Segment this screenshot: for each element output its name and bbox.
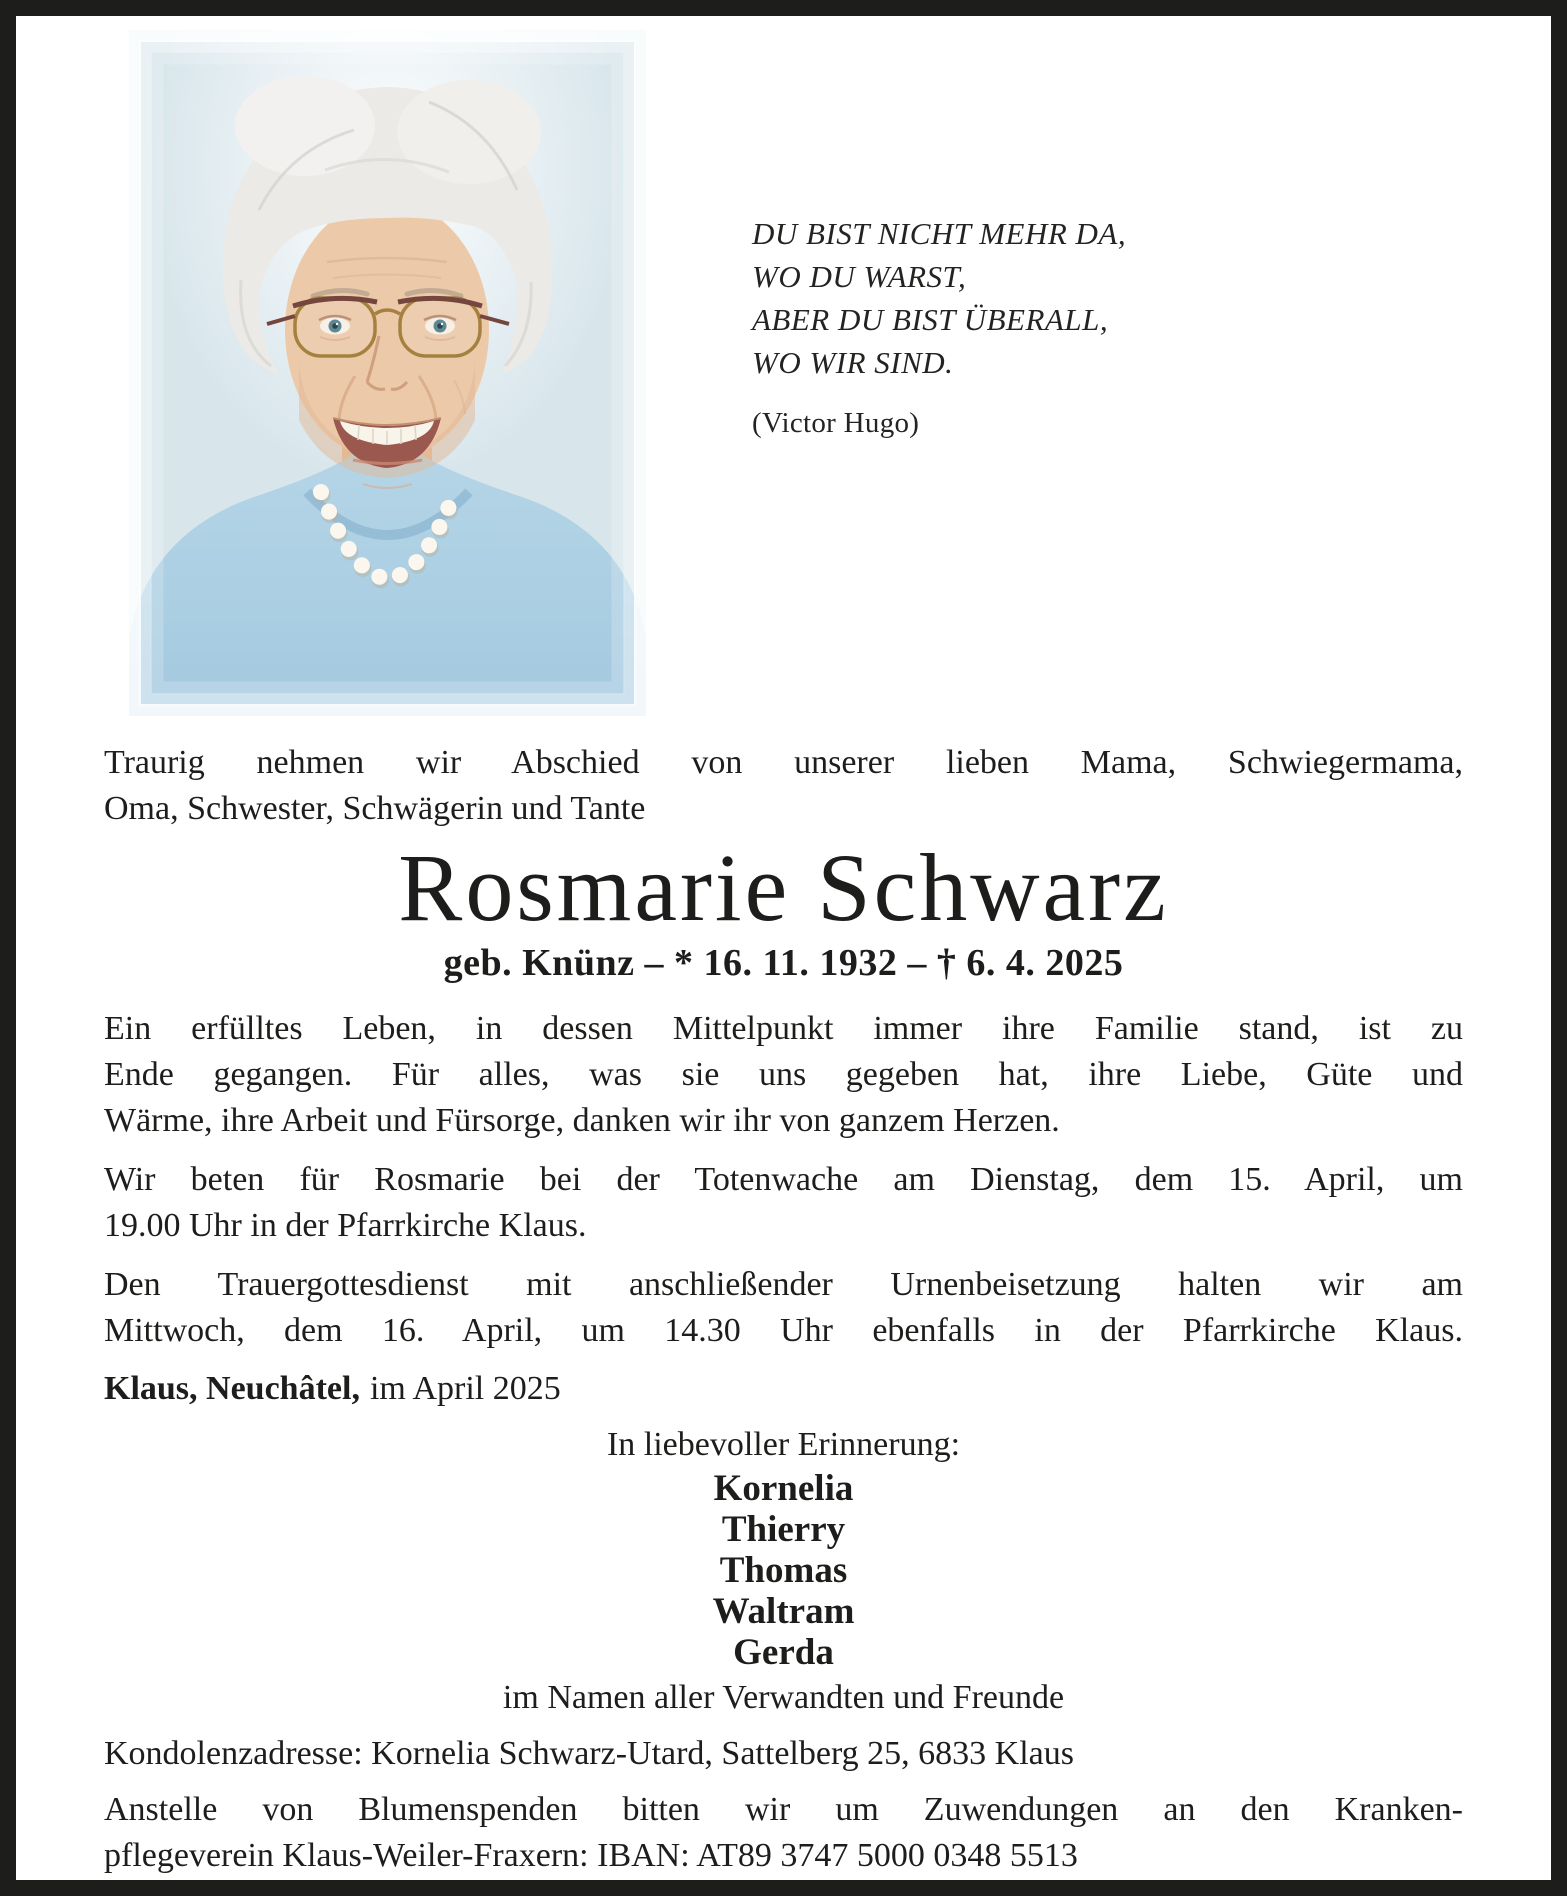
intro-paragraph — [104, 740, 1463, 832]
paragraph-line: Ende gegangen. Für alles, was sie uns gegeben hat, ihre Liebe, Güte und — [104, 1056, 1463, 1093]
place-date-regular: im April 2025 — [369, 1370, 561, 1407]
mourner-name: Gerda — [733, 1632, 834, 1673]
paragraph-line: Ein erfülltes Leben, in dessen Mittelpunkt immer ihre Familie stand, ist zu — [104, 1010, 1463, 1047]
paragraph-line: Wärme, ihre Arbeit und Fürsorge, danken wir ihr von ganzem Herzen. — [104, 1102, 1060, 1139]
paragraph-line: Wir beten für Rosmarie bei der Totenwache am Dienstag, dem 15. April, um — [104, 1161, 1463, 1198]
place-and-date — [104, 1366, 1463, 1412]
mourner-name: Thomas — [719, 1550, 848, 1591]
portrait-photo — [129, 30, 646, 716]
portrait-illustration — [129, 30, 646, 716]
memorial-section — [104, 1422, 1463, 1721]
quote-line: ABER DU BIST ÜBERALL, — [752, 302, 1109, 337]
birth-death-dates: geb. Knünz – * 16. 11. 1932 – † 6. 4. 2025 — [443, 942, 1124, 984]
top-section — [104, 16, 1463, 716]
deceased-name: Rosmarie Schwarz — [398, 834, 1169, 941]
memorial-quote — [752, 16, 1126, 445]
paragraph-line: 19.00 Uhr in der Pfarrkirche Klaus. — [104, 1207, 587, 1244]
donation-paragraph — [104, 1787, 1463, 1879]
quote-attribution: (Victor Hugo) — [752, 407, 920, 439]
place-names: Klaus, Neuchâtel, — [104, 1370, 360, 1407]
donation-line: Anstelle von Blumenspenden bitten wir um Zuwendungen an den Kranken- — [104, 1791, 1463, 1828]
donation-line: pflegeverein Klaus-Weiler-Fraxern: IBAN: AT89 3747 5000 0348 5513 — [104, 1837, 1078, 1874]
paragraph-trauergottesdienst — [104, 1262, 1463, 1354]
mourner-name: Thierry — [721, 1509, 846, 1550]
memorial-heading: In liebevoller Erinnerung: — [606, 1426, 961, 1463]
paragraph-line: Den Trauergottesdienst mit anschließender Urnenbeisetzung halten wir am — [104, 1266, 1463, 1303]
quote-line: WO WIR SIND. — [752, 345, 954, 380]
paragraph-totenwache — [104, 1157, 1463, 1249]
quote-line: DU BIST NICHT MEHR DA, — [752, 216, 1127, 251]
intro-line: Traurig nehmen wir Abschied von unserer lieben Mama, Schwiegermama, — [104, 744, 1463, 781]
condolence-address: Kondolenzadresse: Kornelia Schwarz-Utard, Sattelberg 25, 6833 Klaus — [104, 1735, 1074, 1772]
mourner-name: Kornelia — [713, 1468, 854, 1509]
paragraph-life — [104, 1006, 1463, 1144]
quote-line: WO DU WARST, — [752, 259, 967, 294]
intro-line: Oma, Schwester, Schwägerin und Tante — [104, 790, 646, 827]
mourner-name: Waltram — [712, 1591, 855, 1632]
memorial-closing: im Namen aller Verwandten und Freunde — [502, 1679, 1065, 1716]
obituary-content — [16, 16, 1551, 1879]
paragraph-line: Mittwoch, dem 16. April, um 14.30 Uhr ebenfalls in der Pfarrkirche Klaus. — [104, 1312, 1463, 1349]
